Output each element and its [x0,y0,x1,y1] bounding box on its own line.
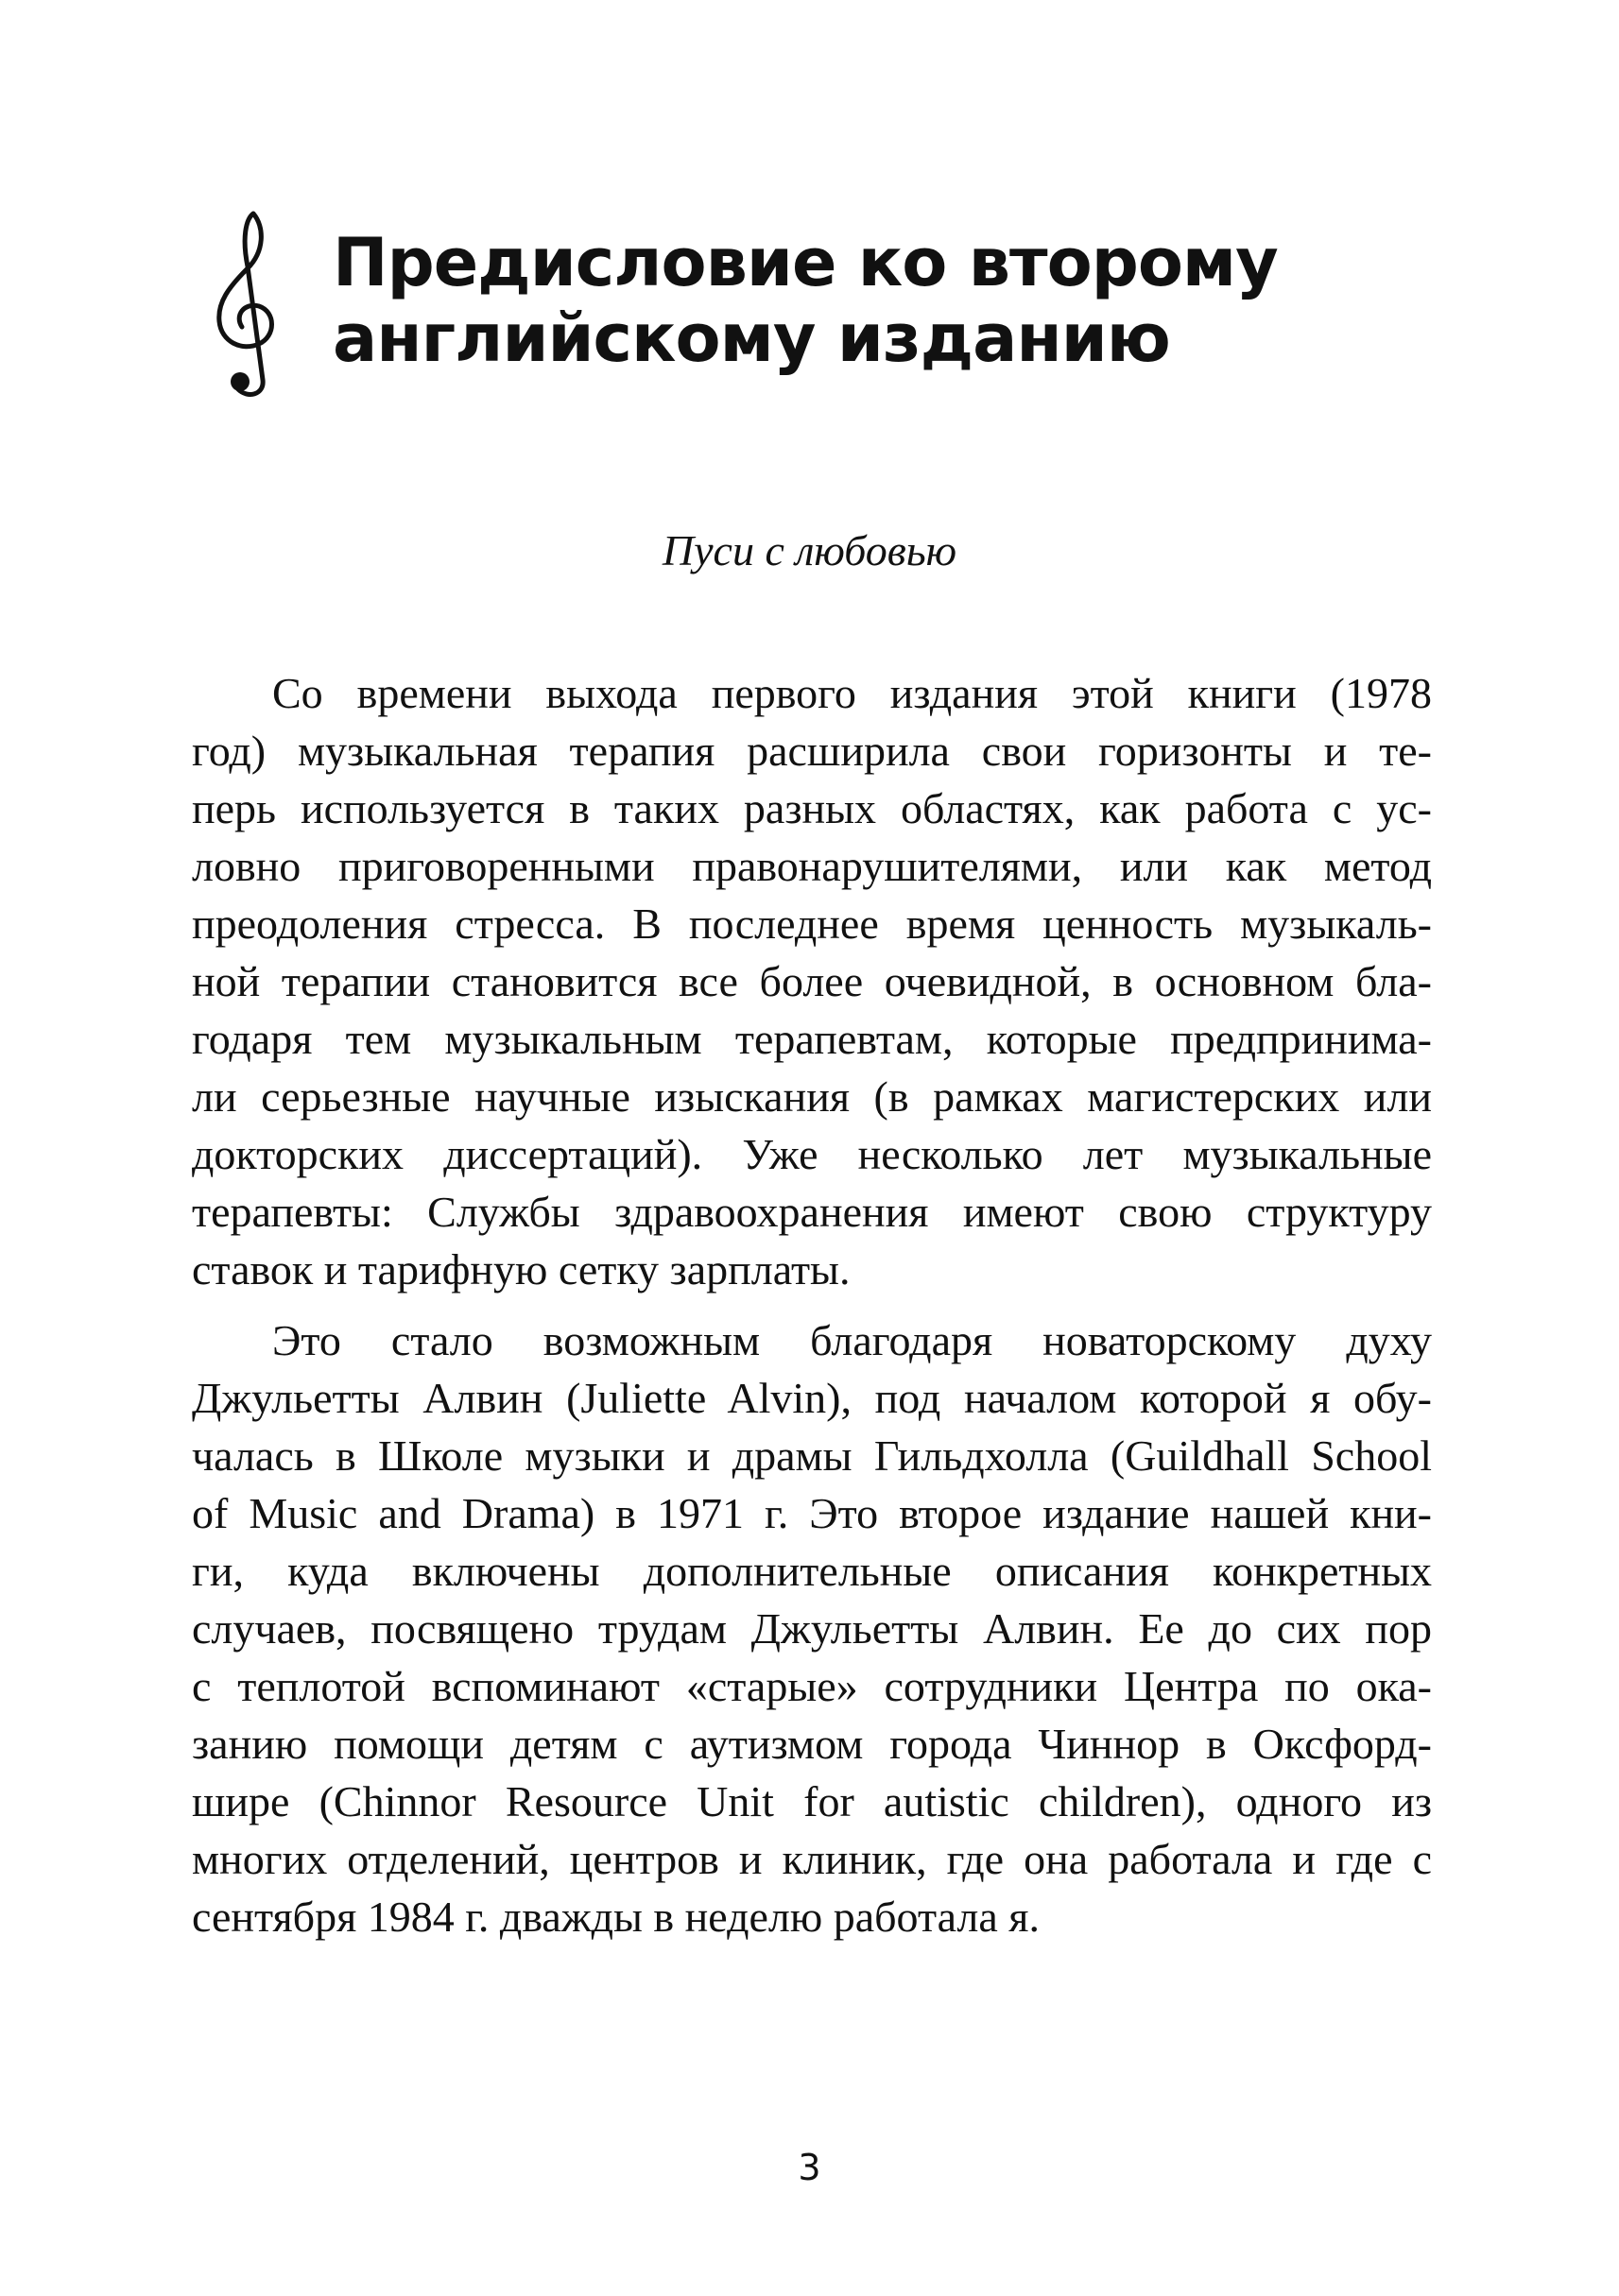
text-line: год) музыкальная терапия расширила свои горизонты и те- [192,727,1432,775]
dedication: Пуси с любовью [662,526,957,574]
page-number: 3 [798,2147,821,2188]
treble-clef-icon [210,210,289,399]
chapter-title [333,225,1278,376]
text-line: занию помощи детям с аутизмом города Чиннор в Оксфорд- [192,1720,1432,1768]
chapter-title-line: Предисловие ко второму [333,224,1278,301]
text-line: многих отделений, центров и клиник, где она работала и где с [192,1835,1432,1883]
paragraph [192,1311,1432,1945]
text-line: Джульетты Алвин (Juliette Alvin), под началом которой я обу- [192,1374,1432,1422]
text-line: ной терапии становится все более очевидной, в основном бла- [192,957,1432,1005]
text-line: Это стало возможным благодаря новаторскому духу [272,1316,1432,1364]
text-line: ги, куда включены дополнительные описания конкретных [192,1547,1432,1595]
text-line: преодоления стресса. В последнее время ценность музыкаль- [192,900,1432,948]
text-line: ли серьезные научные изыскания (в рамках магистерских или [192,1072,1432,1121]
text-line: случаев, посвящено трудам Джульетты Алвин. Ее до сих пор [192,1604,1432,1653]
text-line: терапевты: Службы здравоохранения имеют свою структуру [192,1188,1432,1236]
text-line: годаря тем музыкальным терапевтам, которые предпринима- [192,1015,1432,1063]
text-line: сентября 1984 г. дважды в неделю работала я. [192,1893,1040,1941]
chapter-title-line: английскому изданию [333,300,1170,377]
text-line: чалась в Школе музыки и драмы Гильдхолла (Guildhall School [192,1431,1432,1480]
text-line: Со времени выхода первого издания этой книги (1978 [272,669,1432,717]
paragraph [192,664,1432,1298]
text-line: докторских диссертаций). Уже несколько лет музыкальные [192,1130,1432,1178]
text-line: ловно приговоренными правонарушителями, или как метод [192,842,1432,890]
text-line: перь используется в таких разных областях, как работа с ус- [192,784,1432,832]
text-line: ставок и тарифную сетку зарплаты. [192,1245,851,1294]
text-line: с теплотой вспоминают «старые» сотрудники Центра по ока- [192,1662,1432,1710]
text-line: of Music and Drama) в 1971 г. Это второе издание нашей кни- [192,1489,1432,1537]
text-line: шире (Chinnor Resource Unit for autistic children), одного из [192,1777,1432,1825]
